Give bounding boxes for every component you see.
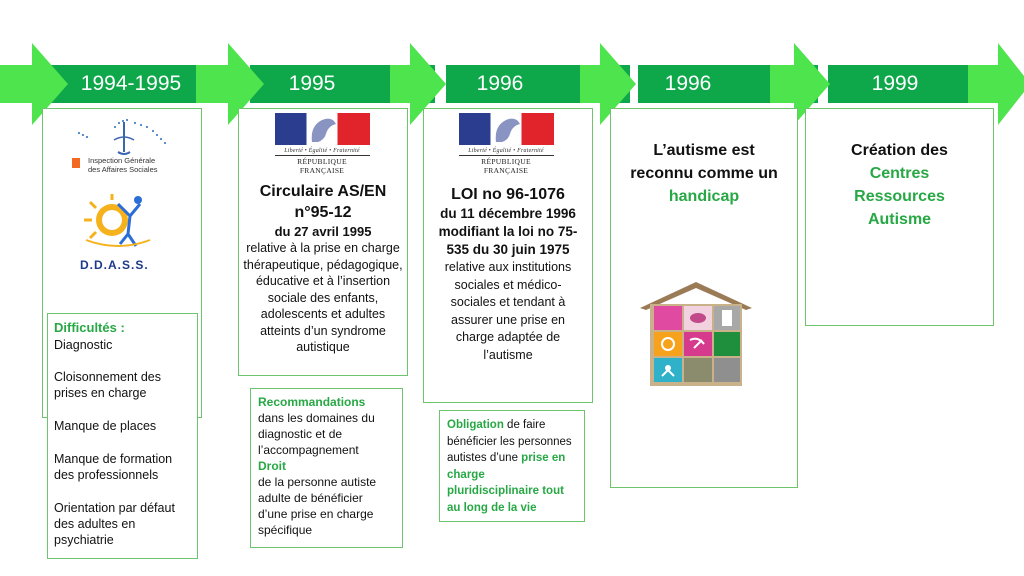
ddass-name: D.D.A.S.S. [80,258,149,272]
creation-text: Création des [851,142,948,159]
igas-name-line2: des Affaires Sociales [88,165,158,174]
year-label-2: 1995 [288,72,336,95]
ddass-logo [78,190,178,270]
republic-motto-2: Liberté • Égalité • Fraternité [468,148,544,154]
circular-title-line1: Circulaire AS/EN [259,183,387,200]
circular-date: du 27 avril 1995 [274,224,372,239]
year-label-4: 1996 [664,72,712,95]
republic-logo-2 [456,113,556,175]
difficulties-box [47,313,198,559]
igas-logo [78,118,188,178]
law-subtitle: du 11 décembre 1996 modifiant la loi no 75-535 du 30 juin 1975 [438,206,578,257]
difficulty-item-1: Diagnostic [54,338,113,352]
difficulty-item-5: Orientation par défaut des adultes en psychiatrie [54,501,175,547]
igas-name-line1: Inspection Générale [88,156,156,165]
col5-box [805,108,994,326]
law-body: relative aux institutions sociales et médico-sociales et tendant à assurer une prise en charge adaptée de l’autisme [444,260,572,362]
right-text: de la personne autiste adulte de bénéficier d’une prise en charge spécifique [258,475,377,537]
marianne-flag-icon [459,113,554,145]
recommendations-title: Recommandations [258,395,366,409]
circular-title-line2: n°95-12 [294,204,352,221]
handicap-highlight: handicap [668,188,740,205]
ddass-emblem-icon [78,190,178,250]
difficulty-item-2: Cloisonnement des prises en charge [54,370,162,400]
marianne-flag-icon [275,113,370,145]
year-label-3: 1996 [476,72,524,95]
difficulty-item-3: Manque de places [54,419,157,433]
autism-house-icon [636,280,756,388]
year-label-1: 1994-1995 [80,72,182,95]
republic-name-2: RÉPUBLIQUE FRANÇAISE [459,155,554,175]
law-title: LOI no 96-1076 [451,186,565,203]
handicap-text: L’autisme est reconnu comme un [630,142,778,182]
igas-orange-mark [72,158,80,168]
circular-body: relative à la prise en charge thérapeutique, pédagogique, éducative et à l’insertion sociale des enfants, adolescents et adultes atteints d’un syndrome autistique [243,241,403,354]
obligation-text: de faire bénéficier les personnes autistes d’une [447,419,572,464]
recommendations-box [250,388,403,548]
obligation-title: Obligation [447,419,504,431]
year-label-5: 1999 [871,72,919,95]
difficulties-title: Difficultés : [54,320,125,335]
igas-emblem-icon [78,118,188,156]
republic-name-1: RÉPUBLIQUE FRANÇAISE [275,155,370,175]
republic-logo-1 [272,113,372,175]
obligation-box [439,410,585,522]
creation-highlight: Centres Ressources Autisme [854,165,945,228]
right-title: Droit [258,459,286,473]
recommendations-text: dans les domaines du diagnostic et de l’accompagnement [258,411,375,457]
republic-motto-1: Liberté • Égalité • Fraternité [284,148,360,154]
difficulty-item-4: Manque de formation des professionnels [54,452,173,482]
obligation-highlight: prise en charge pluridisciplinaire tout au long de la vie [447,452,566,514]
